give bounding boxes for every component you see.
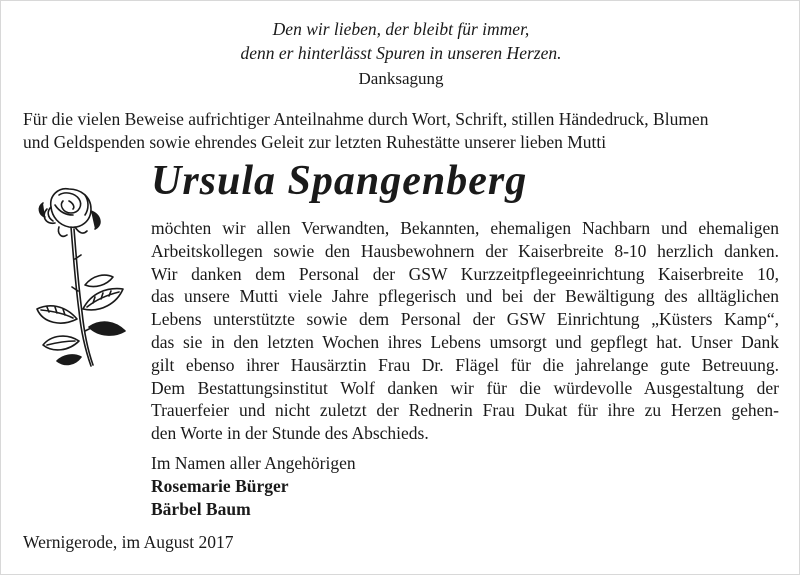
body-line: Lebens unterstützte sowie dem Personal der GSW Einrichtung „Küsters Kamp“, [151,309,779,330]
rose-icon [29,181,139,371]
place-date: Wernigerode, im August 2017 [23,532,234,552]
body-line: Trauerfeier und nicht zuletzt der Rednerin Frau Dukat für ihre zu Herzen gehen- [151,400,779,421]
thanks-body [151,217,779,445]
deceased-name: Ursula Spangenberg [151,158,528,204]
intro-line-1: Für die vielen Beweise aufrichtiger Anteilnahme durch Wort, Schrift, stillen Händedruck, Blumen [23,109,709,129]
intro-line-2: und Geldspenden sowie ehrendes Geleit zur letzten Ruhestätte unserer lieben Mutti [23,132,607,152]
signoff [151,452,356,521]
memorial-verse [1,17,800,65]
thanks-heading: Danksagung [358,69,444,88]
body-line: Wir danken dem Personal der GSW Kurzzeitpflegeeinrichtung Kaiserbreite 10, [151,263,779,284]
body-line: das sie in den letzten Wochen ihres Lebens umsorgt und gepflegt hat. Unser Dank [151,331,779,352]
body-line: möchten wir allen Verwandten, Bekannten, ehemaligen Nachbarn und ehemaligen [151,218,779,238]
signer-name: Rosemarie Bürger [151,476,289,496]
body-line: den Worte in der Stunde des Abschieds. [151,423,429,444]
intro-paragraph [23,108,783,154]
signer-name: Bärbel Baum [151,499,251,519]
body-line: gilt ebenso ihrer Hausärztin Frau Dr. Flägel für die jahrelange gute Betreuung. [151,354,779,375]
verse-line-2: denn er hinterlässt Spuren in unseren Herzen. [240,43,562,63]
body-line: Arbeitskollegen sowie den Hausbewohnern der Kaiserbreite 8-10 herzlich danken. [151,240,779,261]
body-line: Dem Bestattungsinstitut Wolf danken wir für die würdevolle Ausgestaltung der [151,377,779,398]
on-behalf-line: Im Namen aller Angehörigen [151,453,356,473]
body-line: das unsere Mutti viele Jahre pflegerisch und bei der Bewältigung des alltäglichen [151,286,779,307]
verse-line-1: Den wir lieben, der bleibt für immer, [272,19,530,39]
